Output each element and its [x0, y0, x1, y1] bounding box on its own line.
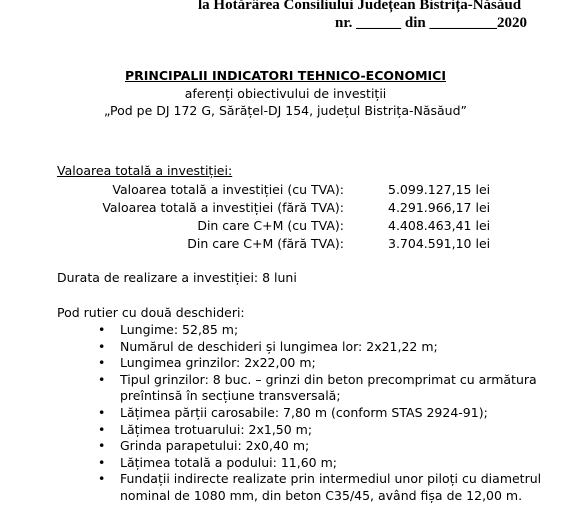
list-item: • Lungime: 52,85 m;: [98, 322, 239, 337]
annex-header-line2: nr. ______ din _________2020: [335, 15, 527, 31]
bullet-icon: •: [98, 421, 106, 437]
bullet-icon: •: [98, 438, 106, 454]
investment-row-label: Valoarea totală a investiției (cu TVA):: [112, 182, 344, 197]
list-item: • Lățimea părții carosabile: 7,80 m (conform STAS 2924-91);: [98, 404, 488, 420]
list-item: • Tipul grinzilor: 8 buc. – grinzi din beton precomprimat cu armătura preîntinsă în secțiune transversală;: [98, 371, 537, 404]
bullet-icon: •: [98, 371, 106, 387]
list-item: • Grinda parapetului: 2x0,40 m;: [98, 438, 310, 454]
bridge-specs-list: [98, 322, 558, 505]
bridge-heading: Pod rutier cu două deschideri:: [57, 305, 245, 320]
bullet-icon: •: [98, 471, 106, 487]
investment-row-label: Din care C+M (fără TVA):: [187, 236, 344, 251]
list-item: • Lungimea grinzilor: 2x22,00 m;: [98, 355, 316, 371]
list-item: • Lățimea totală a podului: 11,60 m;: [98, 454, 337, 470]
bullet-icon: •: [98, 355, 106, 371]
investment-row-value: 5.099.127,15 lei: [388, 182, 491, 197]
bullet-icon: •: [98, 404, 106, 420]
document-title: PRINCIPALII INDICATORI TEHNICO-ECONOMICI: [124, 68, 447, 83]
bullet-icon: •: [98, 338, 106, 354]
bullet-icon: •: [98, 454, 106, 470]
investment-heading: Valoarea totală a investiției:: [57, 163, 233, 178]
investment-row-value: 3.704.591,10 lei: [388, 236, 491, 251]
investment-row-value: 4.408.463,41 lei: [388, 218, 491, 233]
list-item: • Numărul de deschideri și lungimea lor: 2x21,22 m;: [98, 338, 438, 354]
investment-row-label: Din care C+M (cu TVA):: [197, 218, 344, 233]
list-item: • Fundații indirecte realizate prin intermediul unor piloți cu diametrul nominal de 1080 mm, din beton C35/45, având fișa de 12,00 m.: [98, 471, 542, 503]
document-subtitle: aferenți obiectivului de investiții: [184, 86, 387, 101]
duration-line: Durata de realizare a investiției: 8 luni: [57, 270, 297, 285]
annex-header-line1: la Hotărârea Consiliului Județean Bistrița-Năsăud: [198, 0, 522, 13]
bullet-icon: •: [98, 322, 106, 337]
list-item: • Lățimea trotuarului: 2x1,50 m;: [98, 421, 313, 437]
investment-row-label: Valoarea totală a investiției (fără TVA):: [102, 200, 344, 215]
project-name: „Pod pe DJ 172 G, Sărățel-DJ 154, județul Bistrița-Năsăud”: [103, 103, 468, 118]
investment-row-value: 4.291.966,17 lei: [388, 200, 491, 215]
